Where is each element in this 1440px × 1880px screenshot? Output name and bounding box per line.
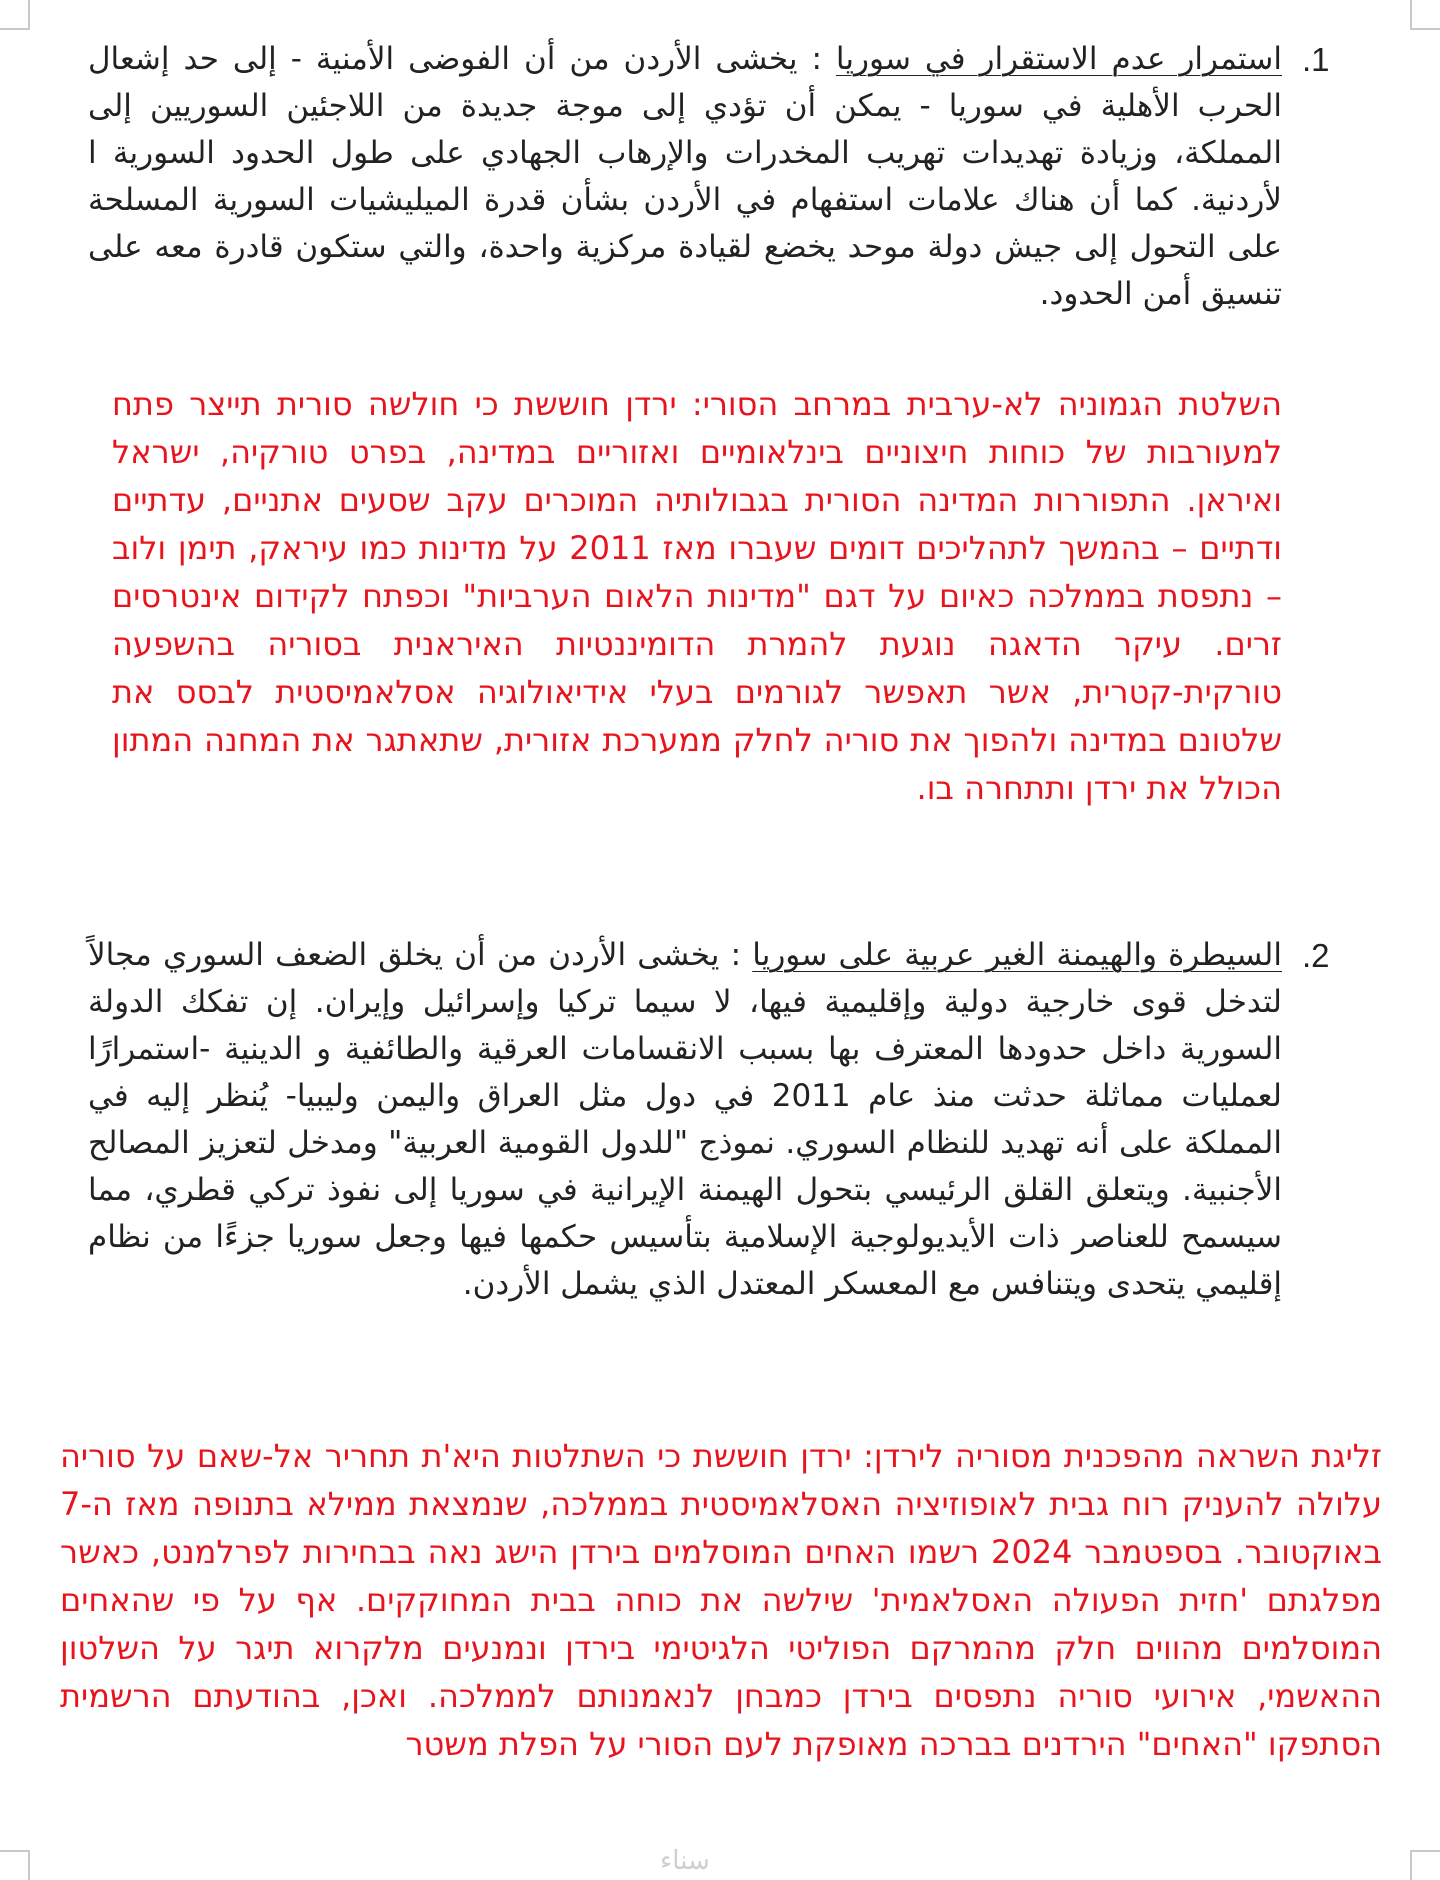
watermark-text: سناء	[660, 1846, 710, 1876]
crop-mark-top-left	[0, 0, 30, 30]
arabic-heading-2: السيطرة والهيمنة الغير عربية على سوريا	[752, 937, 1282, 973]
crop-mark-bottom-right	[1410, 1850, 1440, 1880]
crop-mark-top-right	[1410, 0, 1440, 30]
arabic-separator-2: :	[719, 937, 753, 973]
item-1-number: .1	[1302, 41, 1330, 78]
arabic-body-2: يخشى الأردن من أن يخلق الضعف السوري مجالاً لتدخل قوى خارجية دولية وإقليمية فيها، لا سيما تركيا وإسرائيل وإيران. إن تفكك الدولة السورية داخل حدودها المعترف بها بسبب الانقسامات العرقية والطائفية و الدينية -استمرارًا لعمليات مماثلة حدثت منذ عام 2011 في دول مثل العراق واليمن وليبيا- يُنظر إليه في المملكة على أنه تهديد للنظام السوري. نموذج "للدول القومية العربية" ومدخل لتعزيز المصالح الأجنبية. ويتعلق القلق الرئيسي بتحول الهيمنة الإيرانية في سوريا إلى نفوذ تركي قطري، مما سيسمح للعناصر ذات الأيديولوجية الإسلامية بتأسيس حكمها فيها وجعل سوريا جزءًا من نظام إقليمي يتحدى ويتنافس مع المعسكر المعتدل الذي يشمل الأردن.	[88, 937, 1282, 1302]
arabic-body-1: يخشى الأردن من أن الفوضى الأمنية - إلى حد إشعال الحرب الأهلية في سوريا - يمكن أن تؤدي إلى موجة جديدة من اللاجئين السوريين إلى المملكة، وزيادة تهديدات تهريب المخدرات والإرهاب الجهادي على طول الحدود السورية ا لأردنية. كما أن هناك علامات استفهام في الأردن بشأن قدرة الميليشيات السورية المسلحة على التحول إلى جيش دولة موحد يخضع لقيادة مركزية واحدة، والتي ستكون قادرة معه على تنسيق أمن الحدود.	[88, 41, 1282, 312]
arabic-heading-1: استمرار عدم الاستقرار في سوريا	[835, 41, 1282, 77]
hebrew-body-1: ירדן חוששת כי חולשה סורית תייצר פתח למעורבות של כוחות חיצוניים בינלאומיים ואזוריים במדינה, בפרט טורקיה, ישראל ואיראן. התפוררות המדינה הסורית בגבולותיה המוכרים עקב שסעים אתניים, עדתיים ודתיים – בהמשך לתהליכים דומים שעברו מאז 2011 על מדינות כמו עיראק, תימן ולוב – נתפסת בממלכה כאיום על דגם "מדינות הלאום הערביות" וכפתח לקידום אינטרסים זרים. עיקר הדאגה נוגעת להמרת הדומיננטיות האיראנית בסוריה בהשפעה טורקית-קטרית, אשר תאפשר לגורמים בעלי אידיאולוגיה אסלאמיסטית לבסס את שלטונם במדינה ולהפוך את סוריה לחלק ממערכת אזורית, שתאתגר את המחנה המתון הכולל את ירדן ותתחרה בו.	[112, 385, 1283, 807]
item-2-number: .2	[1302, 937, 1330, 974]
hebrew-paragraph-1	[112, 380, 1282, 812]
hebrew-body-2: ירדן חוששת כי השתלטות היא'ת תחריר אל-שאם על סוריה עלולה להעניק רוח גבית לאופוזיציה האסלאמיסטית בממלכה, שנמצאת ממילא בתנופה מאז ה-7 באוקטובר. בספטמבר 2024 רשמו האחים המוסלמים בירדן הישג נאה בבחירות לפרלמנט, כאשר מפלגתם 'חזית הפעולה האסלאמית' שילשה את כוחה בבית המחוקקים. אף על פי שהאחים המוסלמים מהווים חלק מהמרקם הפוליטי הלגיטימי בירדן ונמנעים מלקרוא תיגר על השלטון ההאשמי, אירועי סוריה נתפסים בירדן כמבחן לנאמנותם לממלכה. ואכן, בהודעתם הרשמית הסתפקו "האחים" הירדנים בברכה מאופקת לעם הסורי על הפלת משטר	[60, 1437, 1383, 1763]
hebrew-heading-2: זליגת השראה מהפכנית מסוריה לירדן:	[863, 1437, 1383, 1475]
arabic-paragraph-1	[88, 36, 1282, 318]
crop-mark-bottom-left	[0, 1850, 30, 1880]
hebrew-heading-1: השלטת הגמוניה לא-ערבית במרחב הסורי:	[691, 385, 1283, 423]
arabic-separator-1: :	[797, 41, 836, 77]
hebrew-paragraph-2	[60, 1432, 1382, 1768]
arabic-paragraph-2	[88, 932, 1282, 1308]
